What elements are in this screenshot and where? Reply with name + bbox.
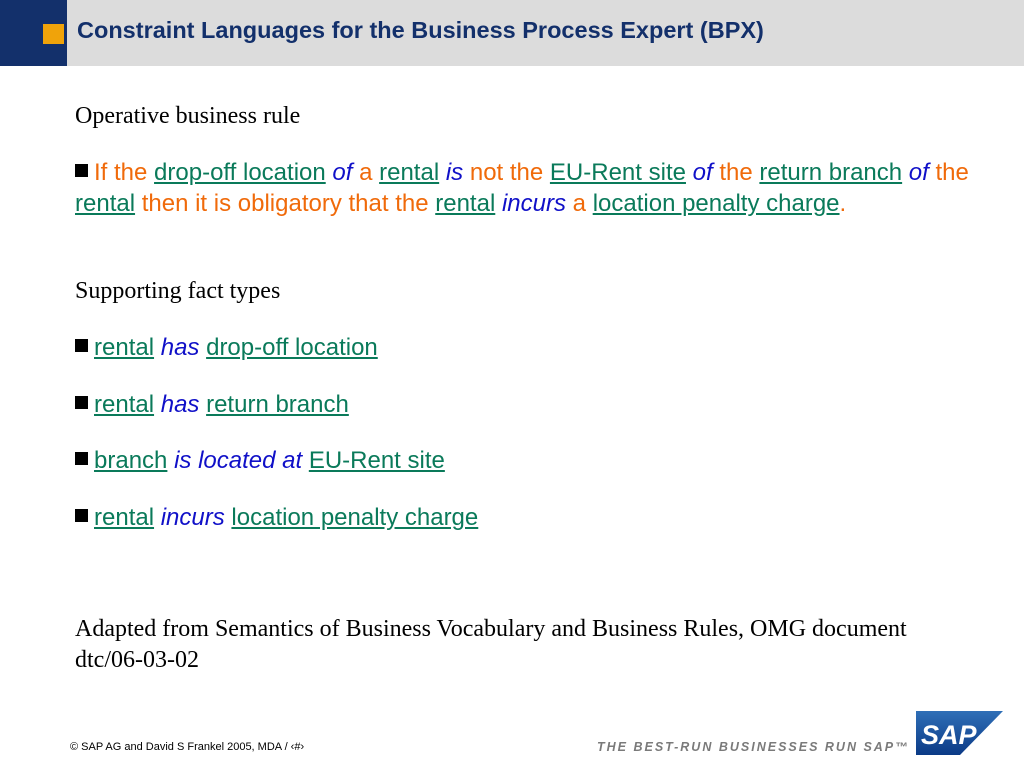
rule-kw-segment: not the xyxy=(469,159,544,186)
rule-verb-segment: of xyxy=(332,159,353,186)
footer-copyright: © SAP AG and David S Frankel 2005, MDA / ‹#› xyxy=(70,741,305,753)
fact-verb: is located at xyxy=(174,447,303,474)
fact-object: location penalty charge xyxy=(231,504,479,531)
fact-verb: incurs xyxy=(160,504,225,531)
fact-item xyxy=(75,332,980,363)
fact-subject: rental xyxy=(94,504,155,531)
rule-heading: Operative business rule xyxy=(75,103,301,129)
operative-rule xyxy=(75,157,980,219)
bullet-icon xyxy=(75,164,88,177)
rule-verb-segment: incurs xyxy=(501,190,566,217)
source-note: Adapted from Semantics of Business Vocabulary and Business Rules, OMG document dtc/06-03-02 xyxy=(75,616,907,673)
rule-kw-segment: . xyxy=(839,190,847,217)
rule-term-segment: rental xyxy=(75,190,136,217)
fact-object: return branch xyxy=(206,391,349,418)
bullet-icon xyxy=(75,396,88,409)
rule-term-segment: drop-off location xyxy=(154,159,326,186)
sap-logo xyxy=(916,711,1003,755)
rule-kw-segment: then it is obligatory that the xyxy=(141,190,429,217)
footer-tagline: THE BEST-RUN BUSINESSES RUN SAP™ xyxy=(597,740,910,754)
bullet-icon xyxy=(75,339,88,352)
rule-term-segment: location penalty charge xyxy=(592,190,840,217)
rule-term-segment: rental xyxy=(435,190,496,217)
sap-logo-mark: ® xyxy=(974,744,982,755)
fact-subject: branch xyxy=(94,447,168,474)
rule-verb-segment: is xyxy=(445,159,464,186)
rule-verb-segment: of xyxy=(908,159,929,186)
rule-kw-segment: the xyxy=(935,159,969,186)
rule-text xyxy=(75,159,969,217)
fact-object: drop-off location xyxy=(206,334,378,361)
rule-kw-segment: a xyxy=(572,190,587,217)
fact-object: EU-Rent site xyxy=(308,447,445,474)
title-bar xyxy=(0,0,1024,66)
fact-subject: rental xyxy=(94,334,155,361)
rule-term-segment: EU-Rent site xyxy=(549,159,686,186)
orange-square-icon xyxy=(43,24,64,44)
slide-title: Constraint Languages for the Business Process Expert (BPX) xyxy=(77,17,764,43)
facts-heading: Supporting fact types xyxy=(75,278,281,304)
bullet-icon xyxy=(75,452,88,465)
fact-verb: has xyxy=(160,334,200,361)
rule-term-segment: return branch xyxy=(759,159,903,186)
fact-verb: has xyxy=(160,391,200,418)
rule-term-segment: rental xyxy=(379,159,440,186)
fact-item xyxy=(75,445,980,476)
fact-item xyxy=(75,502,980,533)
rule-verb-segment: of xyxy=(692,159,713,186)
rule-kw-segment: the xyxy=(719,159,753,186)
bullet-icon xyxy=(75,509,88,522)
rule-kw-segment: a xyxy=(359,159,373,186)
fact-subject: rental xyxy=(94,391,155,418)
sap-logo-text: SAP xyxy=(921,720,977,750)
rule-kw-segment: If the xyxy=(94,159,148,186)
fact-item xyxy=(75,389,980,420)
